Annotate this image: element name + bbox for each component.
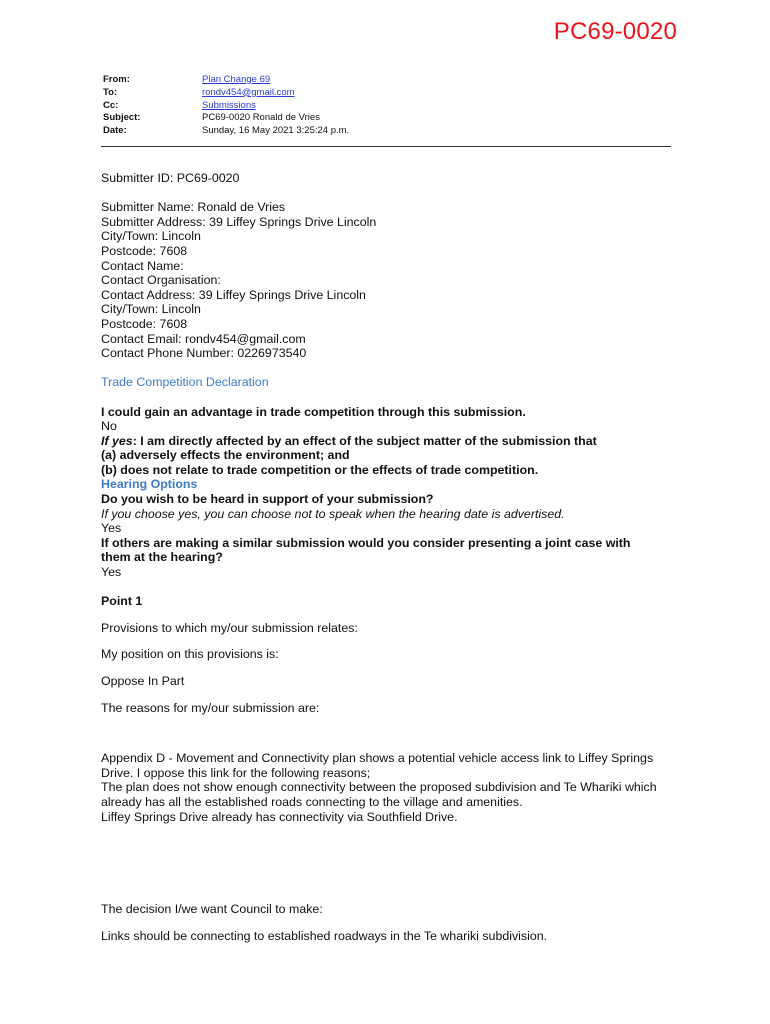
reasons-line: Drive. I oppose this link for the following reasons; bbox=[101, 765, 371, 780]
hearing-note: If you choose yes, you can choose not to speak when the hearing date is advertised. bbox=[101, 506, 565, 521]
from-row bbox=[103, 74, 671, 87]
submitter-line: Postcode: 7608 bbox=[101, 316, 188, 331]
submitter-id: Submitter ID: PC69-0020 bbox=[101, 171, 240, 185]
submitter-line: Contact Email: rondv454@gmail.com bbox=[101, 331, 306, 346]
submitter-line: Submitter Name: Ronald de Vries bbox=[101, 200, 286, 215]
trade-condition-a bbox=[101, 448, 681, 463]
from-label: From: bbox=[103, 74, 130, 85]
hearing-question-2-line1: If others are making a similar submission would you consider presenting a joint case with bbox=[101, 535, 631, 550]
submitter-line: City/Town: Lincoln bbox=[101, 302, 201, 317]
submission-body bbox=[101, 171, 681, 943]
reasons-line: Appendix D - Movement and Connectivity plan shows a potential vehicle access link to Liffey Springs bbox=[101, 751, 654, 766]
reasons-line: already has all the established roads connecting to the village and amenities. bbox=[101, 794, 523, 809]
hearing-question-2-line2: them at the hearing? bbox=[101, 550, 223, 565]
position-value: Oppose In Part bbox=[101, 674, 185, 688]
if-yes-text: : I am directly affected by an effect of the subject matter of the submission that bbox=[132, 433, 597, 448]
submitter-line: Contact Name: bbox=[101, 258, 184, 273]
submitter-line: Contact Phone Number: 0226973540 bbox=[101, 346, 307, 361]
subject-row bbox=[103, 112, 671, 125]
cc-link[interactable]: Submissions bbox=[202, 99, 256, 111]
hearing-answer-1: Yes bbox=[101, 521, 122, 536]
submitter-line: Contact Organisation: bbox=[101, 273, 221, 288]
document-stamp: PC69-0020 bbox=[553, 18, 677, 45]
trade-question: I could gain an advantage in trade competition through this submission. bbox=[101, 404, 526, 419]
submitter-line: Postcode: 7608 bbox=[101, 243, 188, 258]
to-link[interactable]: rondv454@gmail.com bbox=[202, 86, 295, 98]
email-header bbox=[103, 74, 671, 138]
submitter-line: City/Town: Lincoln bbox=[101, 229, 201, 244]
submitter-line: Submitter Address: 39 Liffey Springs Drive Lincoln bbox=[101, 214, 377, 229]
hearing-heading: Hearing Options bbox=[101, 477, 198, 492]
hearing-question-1: Do you wish to be heard in support of your submission? bbox=[101, 492, 434, 507]
reasons-line: Liffey Springs Drive already has connectivity via Southfield Drive. bbox=[101, 809, 458, 824]
if-yes-label: If yes bbox=[101, 433, 133, 448]
header-divider bbox=[101, 146, 671, 147]
cc-label: Cc: bbox=[103, 99, 119, 111]
trade-heading: Trade Competition Declaration bbox=[101, 375, 269, 390]
submitter-line: Contact Address: 39 Liffey Springs Drive Lincoln bbox=[101, 287, 366, 302]
cc-row bbox=[103, 100, 671, 113]
reasons-line: The plan does not show enough connectivity between the proposed subdivision and Te Whariki which bbox=[101, 780, 657, 795]
date-value: Sunday, 16 May 2021 3:25:24 p.m. bbox=[202, 125, 350, 137]
trade-if-yes bbox=[101, 434, 681, 449]
condition-a-rest: effects the environment; and bbox=[176, 448, 350, 463]
trade-answer: No bbox=[101, 419, 117, 434]
reasons-label: The reasons for my/our submission are: bbox=[101, 700, 320, 715]
to-label: To: bbox=[103, 86, 118, 98]
provisions-label: Provisions to which my/our submission relates: bbox=[101, 620, 358, 635]
date-row bbox=[103, 125, 671, 138]
date-label: Date: bbox=[103, 125, 127, 137]
trade-condition-b: (b) does not relate to trade competition or the effects of trade competition. bbox=[101, 462, 539, 477]
condition-a-bold: (a) adversely bbox=[101, 448, 177, 463]
subject-value: PC69-0020 Ronald de Vries bbox=[202, 112, 320, 124]
position-label: My position on this provisions is: bbox=[101, 647, 279, 662]
to-row bbox=[103, 87, 671, 100]
from-link[interactable]: Plan Change 69 bbox=[202, 74, 271, 85]
hearing-answer-2: Yes bbox=[101, 565, 122, 580]
point-title: Point 1 bbox=[101, 594, 143, 609]
decision-value: Links should be connecting to established roadways in the Te whariki subdivision. bbox=[101, 928, 548, 943]
decision-label: The decision I/we want Council to make: bbox=[101, 902, 323, 917]
reasons-text bbox=[101, 751, 681, 824]
subject-label: Subject: bbox=[103, 112, 141, 124]
submitter-details bbox=[101, 200, 681, 361]
